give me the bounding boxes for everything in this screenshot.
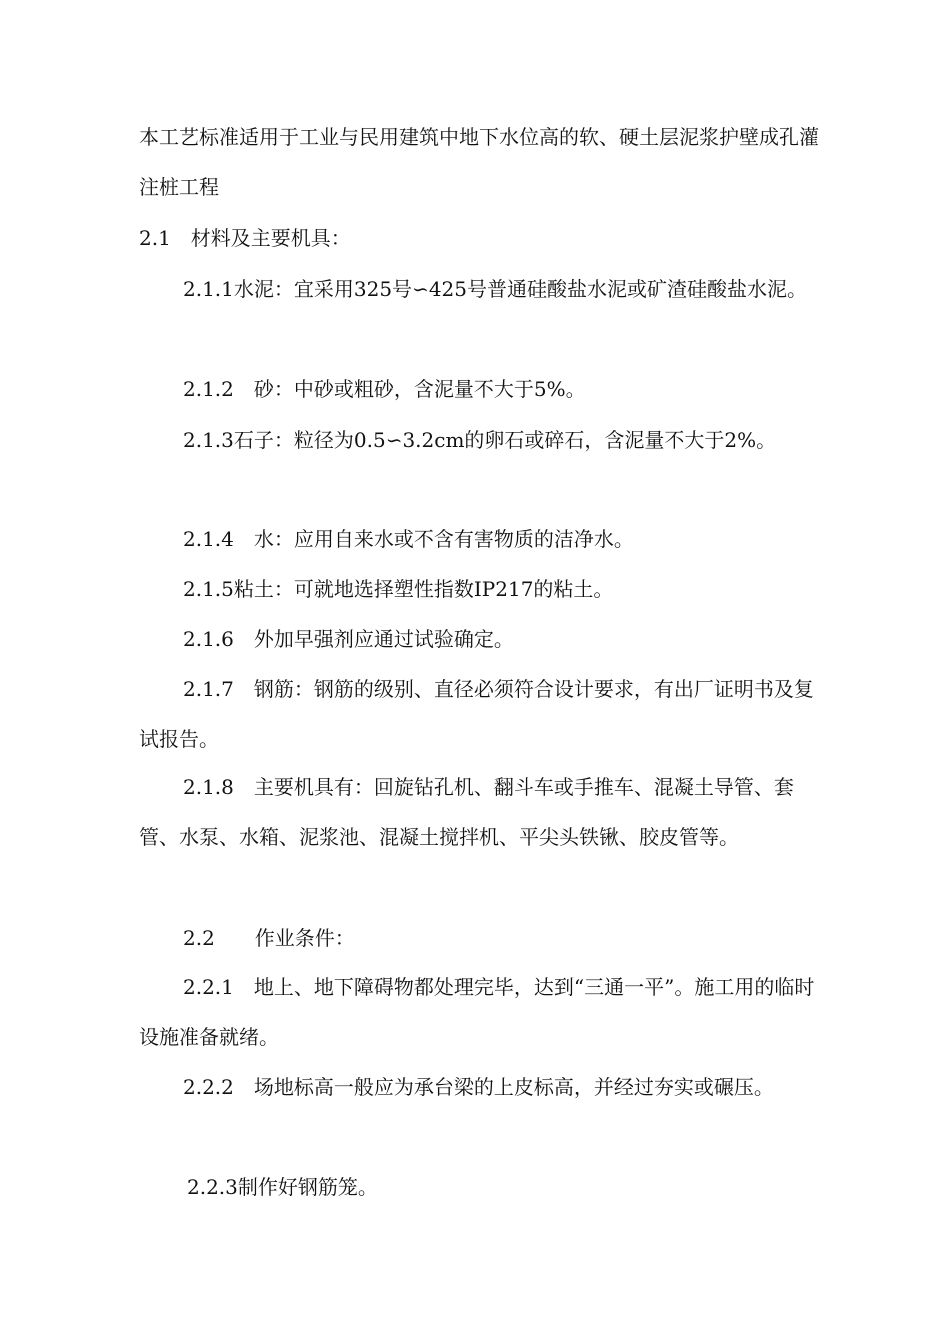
intro-paragraph: 本工艺标准适用于工业与民用建筑中地下水位高的软、硬土层泥浆护壁成孔灌注桩工程 bbox=[139, 125, 819, 199]
section-heading-2-1: 2.1 材料及主要机具： bbox=[139, 226, 351, 250]
item-2-1-2: 2.1.2 砂：中砂或粗砂，含泥量不大于5%。 bbox=[183, 377, 586, 401]
item-2-1-5: 2.1.5粘土：可就地选择塑性指数IP217的粘土。 bbox=[183, 577, 614, 601]
item-2-1-1: 2.1.1水泥：宜采用325号∽425号普通硅酸盐水泥或矿渣硅酸盐水泥。 bbox=[183, 277, 807, 301]
item-2-2-1: 2.2.1 地上、地下障碍物都处理完毕，达到“三通一平”。施工用的临时设施准备就绪。 bbox=[139, 975, 815, 1049]
section-heading-2-2: 2.2 作业条件： bbox=[183, 926, 355, 950]
item-2-1-7: 2.1.7 钢筋：钢筋的级别、直径必须符合设计要求，有出厂证明书及复试报告。 bbox=[139, 677, 814, 751]
item-2-1-6: 2.1.6 外加早强剂应通过试验确定。 bbox=[183, 627, 514, 651]
item-2-2-3: 2.2.3制作好钢筋笼。 bbox=[187, 1175, 378, 1199]
item-2-1-3: 2.1.3石子：粒径为0.5∽3.2cm的卵石或碎石，含泥量不大于2%。 bbox=[183, 428, 777, 452]
item-2-2-2: 2.2.2 场地标高一般应为承台梁的上皮标高，并经过夯实或碾压。 bbox=[183, 1075, 774, 1099]
item-2-1-4: 2.1.4 水：应用自来水或不含有害物质的洁净水。 bbox=[183, 527, 634, 551]
item-2-1-8: 2.1.8 主要机具有：回旋钻孔机、翻斗车或手推车、混凝土导管、套管、水泵、水箱、泥浆池、混凝土搅拌机、平尖头铁锹、胶皮管等。 bbox=[139, 775, 794, 849]
